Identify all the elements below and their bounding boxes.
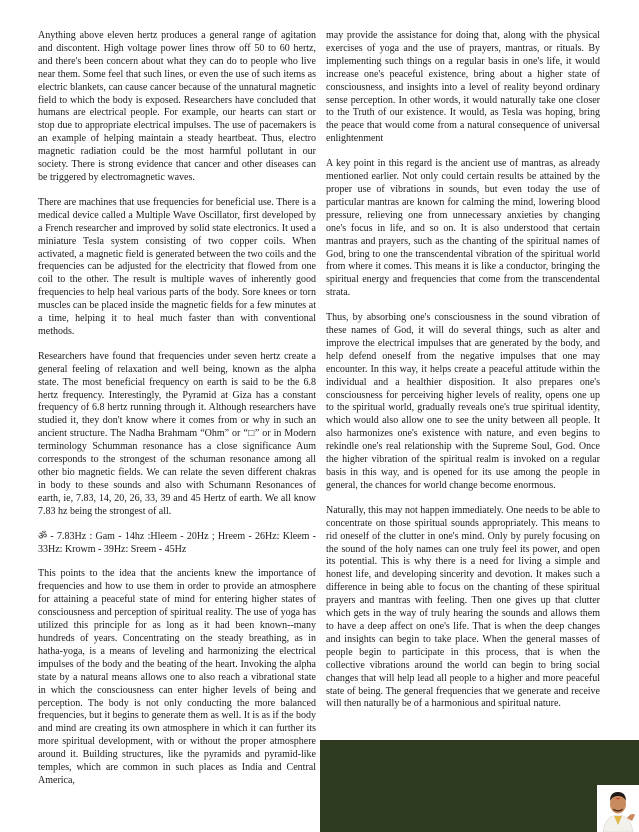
author-photo	[597, 785, 639, 832]
paragraph: A key point in this regard is the ancient use of mantras, as already mentioned earlier. Not only could certain results be attained by the proper use of vibrations in sounds, but even today the use of particular mantras are known for calming the mind, lowering blood pressure, relieving one from unnecessary anxieties by changing one's focus in life, and so on. It is also understood that certain mantras and prayers, such as the chanting of the spiritual names of God, bring to one the transcendental vibration of the spiritual world from where it comes. This means it is like a conductor, bringing the spiritual energy and frequencies that come from the transcendental strata.	[326, 158, 600, 299]
mantra-frequency-list: ॐ - 7.83Hz : Gam - 14hz :Hleem - 20Hz ; Hreem - 26Hz: Kleem - 33Hz: Krowm - 39Hz: Sreem - 45Hz	[38, 530, 316, 555]
paragraph: Researchers have found that frequencies under seven hertz create a general feeling of relaxation and well being, known as the alpha state. The most beneficial frequency on earth is said to be the 6.8 hertz frequency. Interestingly, the Pyramid at Giza has a constant frequency of 6.8 hertz running through it. Although researchers have studied it, they don't know where it comes from or why in such an ancient structure. The Nadha Brahmam “Ohm” or “□” or in Modern terminology Schumman resonance has a close significance Aum corresponds to the strongest of the schuman resonance among all other bio magnetic fields. We can relate the seven different chakras in body to these sounds and also with Schumann Resonances of earth, ie, 7.83, 14, 20, 26, 33, 39 and 45 Hertz of earth. We all know 7.83 hz being the strongest of all.	[38, 350, 316, 517]
paragraph: Thus, by absorbing one's consciousness in the sound vibration of these names of God, it will do several things, such as alter and improve the electrical impulses that are generated by the body, and help defend oneself from the negative impulses that one may encounter. In this way, it helps create a peaceful attitude within the individual and a healthier disposition. It also prepares one's consciousness for perceiving higher levels of reality, opens one up to the spiritual world, gradually reveals one's true spiritual identity, which would also allow one to see the unity between all people. It also harmonizes one's existence with nature, and even begins to rekindle one's real relationship with the Supreme Soul, God. Once the higher vibration of the spiritual realm is invoked on a regular basis in this way, and is opened for its use among the people in general, the chances for world change become enormous.	[326, 312, 600, 491]
paragraph: This points to the idea that the ancients knew the importance of frequencies and how to use them in order to provide an atmosphere for attaining a peaceful state of mind for entering higher states of consciousness and perception of spiritual reality. The use of yoga has utilized this principle for as long as it had been known--many hundreds of years. Concentrating on the steady breathing, as in hatha-yoga, is a means of leveling and harmonizing the electrical impulses of the body and the beating of the heart. Invoking the alpha state by a natural means allows one to also reach a vibrational state in which the consciousness can enter higher levels of being and perception. The body is not only conducting the more balanced frequencies, but it begins to generate them as well. It is as if the body and mind are creating its own atmosphere in which it can further its more spiritual development, with or without the proper atmosphere around it. Building structures, like the pyramids and pyramid-like temples, which are common in such places as India and Central America,	[38, 568, 316, 786]
paragraph: There are machines that use frequencies for beneficial use. There is a medical device called a Multiple Wave Oscillator, first developed by a French researcher and improved by solid state electronics. It used a miniature Tesla system consisting of two copper coils. When activated, a magnetic field is generated between the two coils and the frequencies can be adjusted for the electricity that flowed from one coil to the other. The result is multiple waves of inherently good frequencies to help heal various parts of the body. Sore knees or torn muscles can be placed inside the magnetic fields for a few minutes at a time, helping it to heal much faster than with conventional methods.	[38, 196, 316, 337]
left-text-column	[38, 30, 316, 800]
person-icon	[597, 785, 639, 832]
paragraph: Anything above eleven hertz produces a general range of agitation and discontent. High voltage power lines throw off 50 to 60 hertz, and there's been concern about what they can do to people who live near them. Some feel that such lines, or even the use of such items as electric blankets, can cause cancer because of the unnatural magnetic field to which the body is exposed. Researchers have concluded that humans are electrical people. For example, our hearts can start or stop due to appropriate electrical impulses. The use of pacemakers is an example of helping maintain a steady heartbeat. Thus, electro magnetic radiation could be the most harmful pollutant in our society. There is strong evidence that cancer and other diseases can be triggered by electromagnetic waves.	[38, 30, 316, 183]
footer-color-block	[320, 740, 639, 832]
paragraph: Naturally, this may not happen immediately. One needs to be able to concentrate on those spiritual sounds appropriately. This means to rid oneself of the clutter in one's mind. Only by purely focusing on the sound of the holy names can one truly feel its power, and open its potential. This is why there is a need for living a simple and honest life, and developing sincerity and devotion. It makes such a difference in being able to focus on the chanting of these spiritual prayers and mantras with feeling. Then one gives up that clutter which gets in the way of truly hearing the sounds and allows them to have a deep affect on one's life. That is when the deep changes and insights can begin to take place. When the general masses of people begin to participate in this process, that is when the collective vibrations around the world can begin to bring social changes that will help lead all people to a higher and more peaceful state of being. The general frequencies that we generate and receive will then naturally be of a harmonious and spiritual nature.	[326, 504, 600, 710]
paragraph: may provide the assistance for doing that, along with the physical exercises of yoga and the use of prayers, mantras, or rituals. By implementing such things on a regular basis in one's life, it would increase one's peaceful existence, bring about a higher state of consciousness, and insights into a level of reality beyond ordinary sense perception. In other words, it would naturally take one closer to the Truth of our existence. It would, as Tesla was hoping, bring the peace that would come from a natural consequence of universal enlightenment	[326, 30, 600, 145]
right-text-column	[326, 30, 600, 723]
